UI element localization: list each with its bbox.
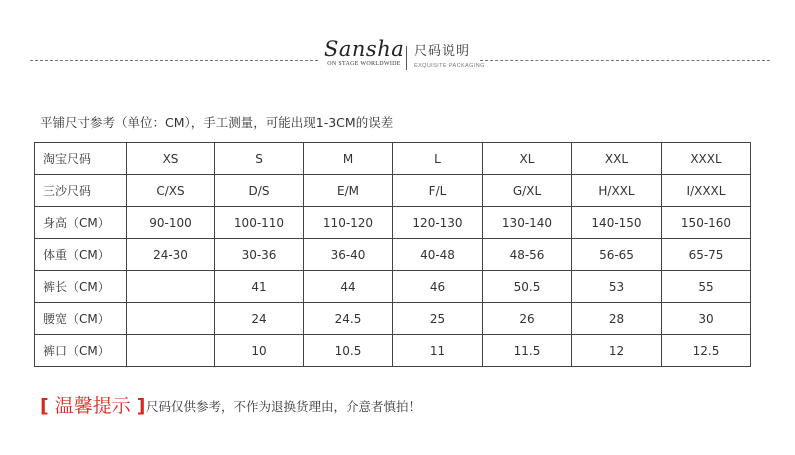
table-cell: 12.5 xyxy=(662,335,751,367)
table-cell: 90-100 xyxy=(127,207,215,239)
notice-bracket-close: ] xyxy=(136,395,146,417)
notice-label: 温馨提示 xyxy=(54,395,131,417)
table-cell xyxy=(127,335,215,367)
table-cell: XXXL xyxy=(662,143,751,175)
brand-divider xyxy=(406,46,407,70)
table-cell xyxy=(127,271,215,303)
table-cell: 11 xyxy=(393,335,483,367)
table-cell: 55 xyxy=(662,271,751,303)
table-cell: 150-160 xyxy=(662,207,751,239)
page-title: 尺码说明 xyxy=(414,44,471,59)
table-cell: 41 xyxy=(215,271,304,303)
table-cell: 30 xyxy=(662,303,751,335)
table-cell: M xyxy=(304,143,393,175)
table-cell: 30-36 xyxy=(215,239,304,271)
table-cell: XXL xyxy=(572,143,662,175)
brand-logo-block xyxy=(324,38,404,68)
table-cell: 28 xyxy=(572,303,662,335)
table-cell: 11.5 xyxy=(483,335,572,367)
table-cell: I/XXXL xyxy=(662,175,751,207)
size-chart-table xyxy=(34,142,751,367)
row-height xyxy=(35,207,751,239)
brand-logo: Sansha xyxy=(324,37,405,61)
measurement-caption: 平铺尺寸参考（单位：CM），手工测量，可能出现1-3CM的误差 xyxy=(40,115,394,130)
notice-tag xyxy=(40,393,145,419)
table-cell: 24.5 xyxy=(304,303,393,335)
table-cell: E/M xyxy=(304,175,393,207)
table-cell: S xyxy=(215,143,304,175)
brand-tagline: ON STAGE WORLDWIDE xyxy=(327,61,401,67)
table-cell: C/XS xyxy=(127,175,215,207)
row-label: 淘宝尺码 xyxy=(35,143,127,175)
table-cell: H/XXL xyxy=(572,175,662,207)
table-cell: 48-56 xyxy=(483,239,572,271)
row-pant-length xyxy=(35,271,751,303)
row-waist-width xyxy=(35,303,751,335)
table-cell: 26 xyxy=(483,303,572,335)
table-cell: F/L xyxy=(393,175,483,207)
table-cell: 40-48 xyxy=(393,239,483,271)
row-label: 三沙尺码 xyxy=(35,175,127,207)
row-label: 裤长（CM） xyxy=(35,271,127,303)
table-cell: 25 xyxy=(393,303,483,335)
table-cell: XL xyxy=(483,143,572,175)
table-cell: 56-65 xyxy=(572,239,662,271)
table-cell: 10 xyxy=(215,335,304,367)
header-divider-left xyxy=(30,60,318,61)
table-cell: 110-120 xyxy=(304,207,393,239)
table-cell: 12 xyxy=(572,335,662,367)
table-cell: 100-110 xyxy=(215,207,304,239)
table-cell: 44 xyxy=(304,271,393,303)
row-taobao-size xyxy=(35,143,751,175)
table-cell: 50.5 xyxy=(483,271,572,303)
row-label: 体重（CM） xyxy=(35,239,127,271)
table-cell: 53 xyxy=(572,271,662,303)
table-cell: 24 xyxy=(215,303,304,335)
table-cell: L xyxy=(393,143,483,175)
table-cell xyxy=(127,303,215,335)
table-cell: 46 xyxy=(393,271,483,303)
row-sansha-size xyxy=(35,175,751,207)
table-cell: G/XL xyxy=(483,175,572,207)
table-cell: 120-130 xyxy=(393,207,483,239)
table-cell: XS xyxy=(127,143,215,175)
table-cell: D/S xyxy=(215,175,304,207)
row-weight xyxy=(35,239,751,271)
page-subtitle: EXQUISITE PACKAGING xyxy=(414,63,485,69)
row-hem-width xyxy=(35,335,751,367)
row-label: 裤口（CM） xyxy=(35,335,127,367)
table-cell: 10.5 xyxy=(304,335,393,367)
notice-bracket-open: [ xyxy=(40,395,49,417)
notice-text: 尺码仅供参考，不作为退换货理由，介意者慎拍！ xyxy=(146,399,422,414)
table-cell: 24-30 xyxy=(127,239,215,271)
table-cell: 36-40 xyxy=(304,239,393,271)
header-divider-right xyxy=(480,60,770,61)
table-cell: 140-150 xyxy=(572,207,662,239)
table-cell: 130-140 xyxy=(483,207,572,239)
row-label: 腰宽（CM） xyxy=(35,303,127,335)
row-label: 身高（CM） xyxy=(35,207,127,239)
table-cell: 65-75 xyxy=(662,239,751,271)
